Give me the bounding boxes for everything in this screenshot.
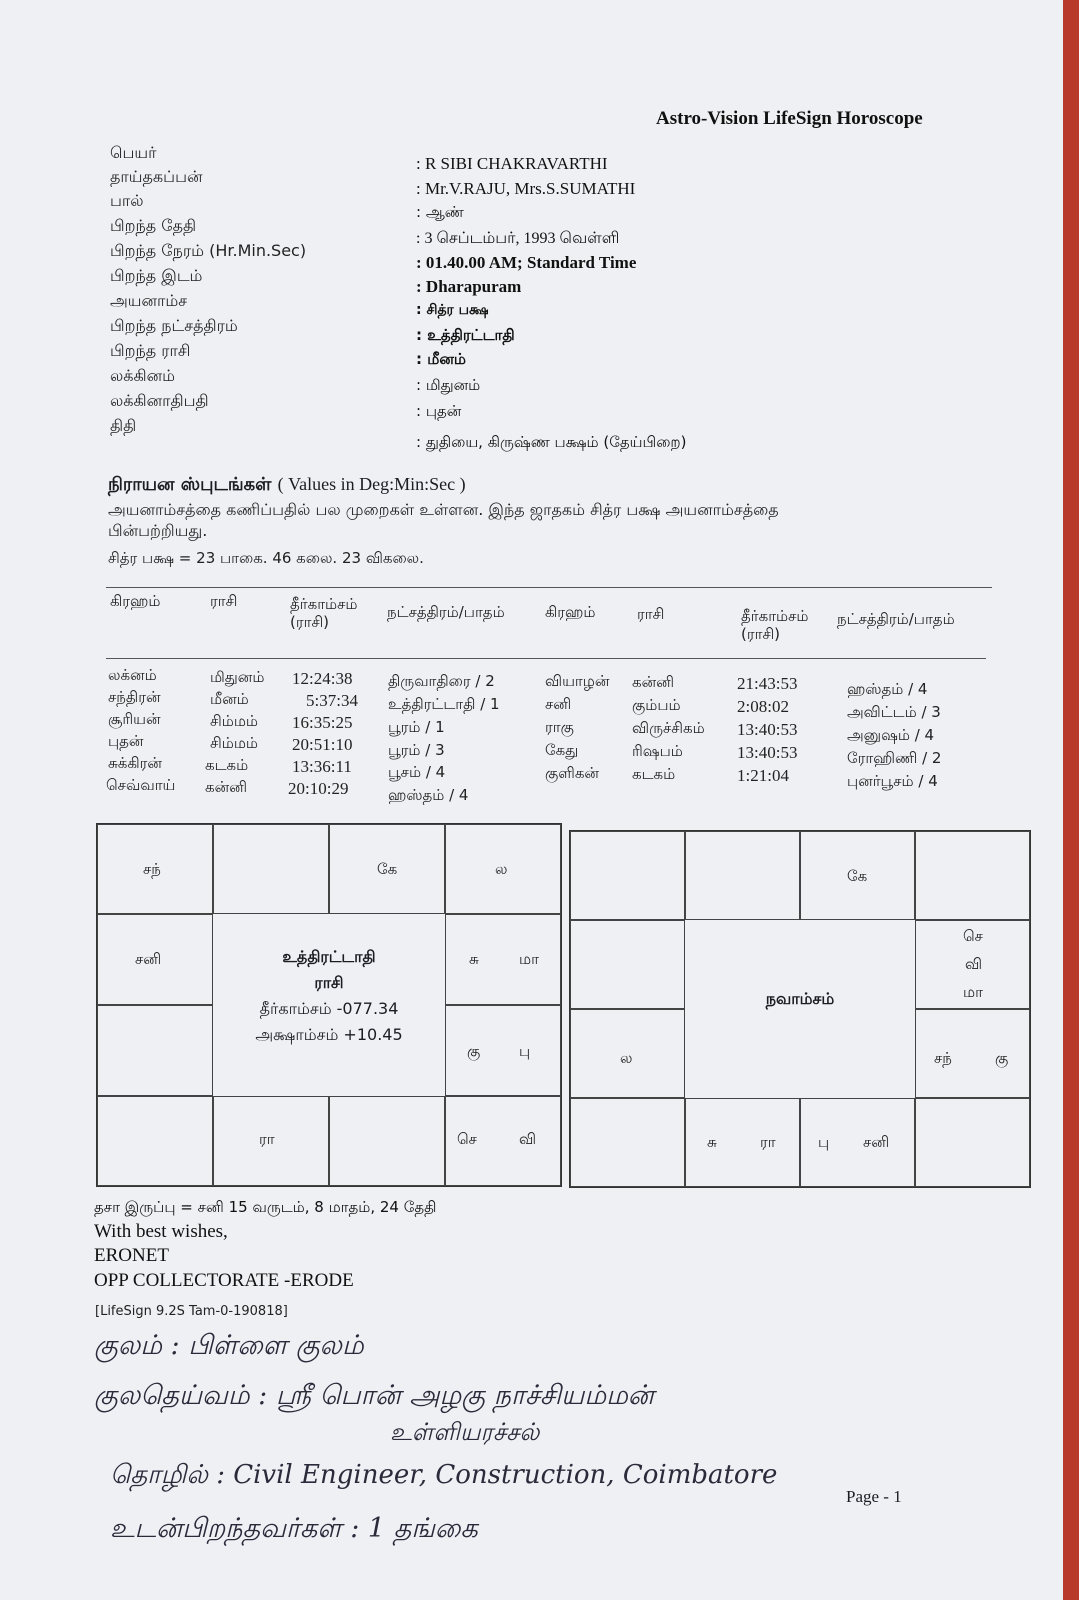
navamsa-planet: சந் [934, 1049, 952, 1067]
planet-name: செவ்வாய் [106, 776, 176, 794]
rasi-planet: பு [519, 1042, 531, 1060]
rasi-center-star: உத்திரட்டாதி [282, 947, 376, 966]
org-address: OPP COLLECTORATE -ERODE [94, 1270, 354, 1291]
planet-longitude: 12:24:38 [292, 669, 353, 688]
planet-longitude: 20:51:10 [292, 735, 353, 754]
table-header-rule [106, 658, 986, 659]
planet-rasi: கன்னி [205, 778, 248, 796]
handwritten-place: உள்ளியரச்சல் [390, 1418, 540, 1446]
info-value-name: : R SIBI CHAKRAVARTHI [416, 154, 608, 173]
planet-star: உத்திரட்டாதி / 1 [388, 695, 500, 713]
navamsa-planet: ல [620, 1049, 633, 1067]
planet-name: சந்திரன் [108, 688, 161, 706]
rasi-planet: மா [519, 950, 539, 968]
navamsa-center-label: நவாம்சம் [765, 989, 835, 1008]
planet-star: ரோஹிணி / 2 [847, 749, 942, 767]
planet-rasi: மீனம் [210, 690, 249, 708]
info-value-birth-date: : 3 செப்டம்பர், 1993 வெள்ளி [416, 230, 620, 247]
navamsa-house [570, 831, 685, 920]
planet-name: ராகு [545, 718, 574, 736]
navamsa-planet: சு [707, 1133, 717, 1151]
section-title-unit: ( Values in Deg:Min:Sec ) [277, 474, 466, 494]
navamsa-house [915, 831, 1030, 920]
table-top-rule [106, 587, 992, 588]
ayanamsa-note-line1: அயனாம்சத்தை கணிப்பதில் பல முறைகள் உள்ளன. இந்த ஜாதகம் சித்ர பக்ஷ அயனாம்சத்தை [108, 500, 779, 519]
info-label-rasi: பிறந்த ராசி [110, 341, 191, 360]
navamsa-planet: பு [818, 1133, 830, 1151]
rasi-house [329, 1096, 445, 1186]
planet-star: திருவாதிரை / 2 [388, 672, 495, 690]
info-value-ayanamsa: : சித்ர பக்ஷ [416, 302, 489, 318]
page-number: Page - 1 [846, 1487, 902, 1506]
page-title: Astro-Vision LifeSign Horoscope [656, 108, 923, 129]
rasi-planet: வி [519, 1130, 537, 1148]
planet-longitude: 2:08:02 [737, 697, 789, 716]
planet-star: அனுஷம் / 4 [847, 726, 935, 744]
planet-rasi: மிதுனம் [210, 668, 265, 686]
info-value-nakshatra: : உத்திரட்டாதி [416, 326, 515, 344]
rasi-house [97, 1005, 213, 1096]
planet-longitude: 13:40:53 [737, 720, 798, 739]
info-value-birth-place: : Dharapuram [416, 277, 522, 296]
navamsa-house [915, 1098, 1030, 1187]
col-header-longitude-2: தீர்காம்சம் (ராசி) [741, 607, 809, 643]
section-title-text: நிராயன ஸ்புடங்கள் [108, 474, 272, 495]
rasi-planet: கே [377, 860, 398, 878]
col-header-graha-1: கிரஹம் [110, 592, 161, 610]
navamsa-house [915, 1009, 1030, 1098]
planet-name: குளிகன் [545, 764, 599, 782]
rasi-planet: கு [467, 1042, 481, 1060]
info-value-parents: : Mr.V.RAJU, Mrs.S.SUMATHI [416, 179, 636, 198]
planet-longitude: 16:35:25 [292, 713, 353, 732]
info-label-ayanamsa: அயனாம்ச [110, 291, 188, 310]
planet-name: சுக்கிரன் [108, 754, 162, 772]
rasi-planet: சந் [143, 860, 161, 878]
info-value-lagna-lord: : புதன் [416, 402, 462, 420]
planet-star: அவிட்டம் / 3 [847, 703, 941, 721]
planet-name: சூரியன் [108, 710, 161, 728]
planet-star: ஹஸ்தம் / 4 [388, 786, 469, 804]
col-header-rasi-1: ராசி [210, 592, 238, 610]
info-value-gender: : ஆண் [416, 203, 464, 221]
navamsa-planet: கே [847, 867, 868, 885]
rasi-house [213, 824, 329, 914]
rasi-house [97, 1096, 213, 1186]
planet-rasi: கடகம் [205, 756, 249, 774]
rasi-planet: செ [457, 1130, 477, 1148]
info-label-birth-time: பிறந்த நேரம் (Hr.Min.Sec) [110, 241, 307, 260]
software-version: [LifeSign 9.2S Tam-0-190818] [95, 1304, 288, 1319]
planet-rasi: சிம்மம் [210, 734, 258, 752]
navamsa-house [570, 920, 685, 1009]
planet-name: கேது [545, 741, 579, 759]
navamsa-planet: ரா [760, 1133, 776, 1151]
ayanamsa-note-line2: பின்பற்றியது. [108, 521, 208, 540]
planet-star: புனர்பூசம் / 4 [847, 772, 938, 790]
rasi-planet: ல [495, 860, 508, 878]
col-header-rasi-2: ராசி [637, 605, 665, 623]
dasa-balance: தசா இருப்பு = சனி 15 வருடம், 8 மாதம், 24 தேதி [94, 1198, 437, 1216]
navamsa-planet: செ [963, 927, 983, 945]
planet-star: பூரம் / 3 [388, 741, 445, 759]
handwritten-kulam: குலம் : பிள்ளை குலம் [94, 1330, 364, 1361]
col-header-longitude-1: தீர்காம்சம் (ராசி) [290, 595, 358, 631]
rasi-center-longitude: தீர்காம்சம் -077.34 [259, 999, 399, 1018]
rasi-center-latitude: அக்ஷாம்சம் +10.45 [255, 1025, 403, 1044]
planet-longitude: 1:21:04 [737, 766, 789, 785]
navamsa-house [685, 831, 800, 920]
col-header-star-1: நட்சத்திரம்/பாதம் [387, 603, 505, 621]
info-label-lagna-lord: லக்கினாதிபதி [110, 391, 209, 410]
handwritten-siblings: உடன்பிறந்தவர்கள் : 1 தங்கை [110, 1513, 478, 1544]
rasi-chart [96, 823, 562, 1187]
planet-name: வியாழன் [545, 672, 610, 690]
navamsa-planet: வி [965, 955, 983, 973]
navamsa-planet: கு [995, 1049, 1009, 1067]
ayanamsa-value: சித்ர பக்ஷ = 23 பாகை. 46 கலை. 23 விகலை. [108, 549, 424, 567]
planet-rasi: கும்பம் [632, 696, 681, 714]
planet-star: பூரம் / 1 [388, 718, 445, 736]
planet-name: லக்னம் [108, 666, 157, 684]
planet-rasi: கன்னி [632, 673, 675, 691]
info-label-nakshatra: பிறந்த நட்சத்திரம் [110, 316, 238, 335]
planet-longitude: 20:10:29 [288, 779, 349, 798]
planet-rasi: விருச்சிகம் [632, 719, 705, 737]
info-value-rasi: : மீனம் [416, 350, 466, 368]
rasi-planet: சனி [135, 950, 162, 968]
info-label-name: பெயர் [110, 143, 157, 162]
planet-rasi: ரிஷபம் [632, 742, 683, 760]
planet-rasi: கடகம் [632, 765, 676, 783]
info-value-lagna: : மிதுனம் [416, 376, 481, 394]
info-label-birth-place: பிறந்த இடம் [110, 266, 203, 285]
wishes-text: With best wishes, [94, 1221, 228, 1242]
rasi-planet: ரா [259, 1130, 275, 1148]
info-label-lagna: லக்கினம் [110, 366, 176, 385]
rasi-house [445, 914, 561, 1005]
info-value-birth-time: : 01.40.00 AM; Standard Time [416, 253, 637, 272]
info-label-gender: பால் [110, 191, 144, 210]
planet-longitude: 13:36:11 [292, 757, 352, 776]
col-header-graha-2: கிரஹம் [545, 603, 596, 621]
info-value-tithi: : துதியை, கிருஷ்ண பக்ஷம் (தேய்பிறை) [416, 433, 687, 451]
info-label-birth-date: பிறந்த தேதி [110, 216, 197, 235]
navamsa-house [570, 1098, 685, 1187]
planet-rasi: சிம்மம் [210, 712, 258, 730]
planet-star: ஹஸ்தம் / 4 [847, 680, 928, 698]
handwritten-occupation: தொழில் : Civil Engineer, Construction, Coimbatore [110, 1460, 778, 1490]
planet-longitude: 13:40:53 [737, 743, 798, 762]
info-label-tithi: திதி [110, 416, 137, 435]
planet-star: பூசம் / 4 [388, 763, 446, 781]
rasi-planet: சு [469, 950, 479, 968]
section-title [108, 474, 466, 497]
org-name: ERONET [94, 1245, 169, 1266]
navamsa-chart [569, 830, 1031, 1188]
rasi-center-title: ராசி [314, 973, 344, 992]
navamsa-planet: மா [963, 983, 983, 1001]
planet-name: புதன் [108, 732, 144, 750]
planet-longitude: 21:43:53 [737, 674, 798, 693]
navamsa-house [685, 1098, 800, 1187]
rasi-center-label [213, 944, 445, 1048]
col-header-star-2: நட்சத்திரம்/பாதம் [837, 610, 955, 628]
info-label-parents: தாய்தகப்பன் [110, 167, 203, 186]
rasi-house [445, 1005, 561, 1096]
planet-name: சனி [545, 695, 572, 713]
handwritten-kuladeivam: குலதெய்வம் : ஸ்ரீ பொன் அழகு நாச்சியம்மன் [94, 1380, 654, 1411]
navamsa-planet: சனி [863, 1133, 890, 1151]
planet-longitude: 5:37:34 [306, 691, 358, 710]
